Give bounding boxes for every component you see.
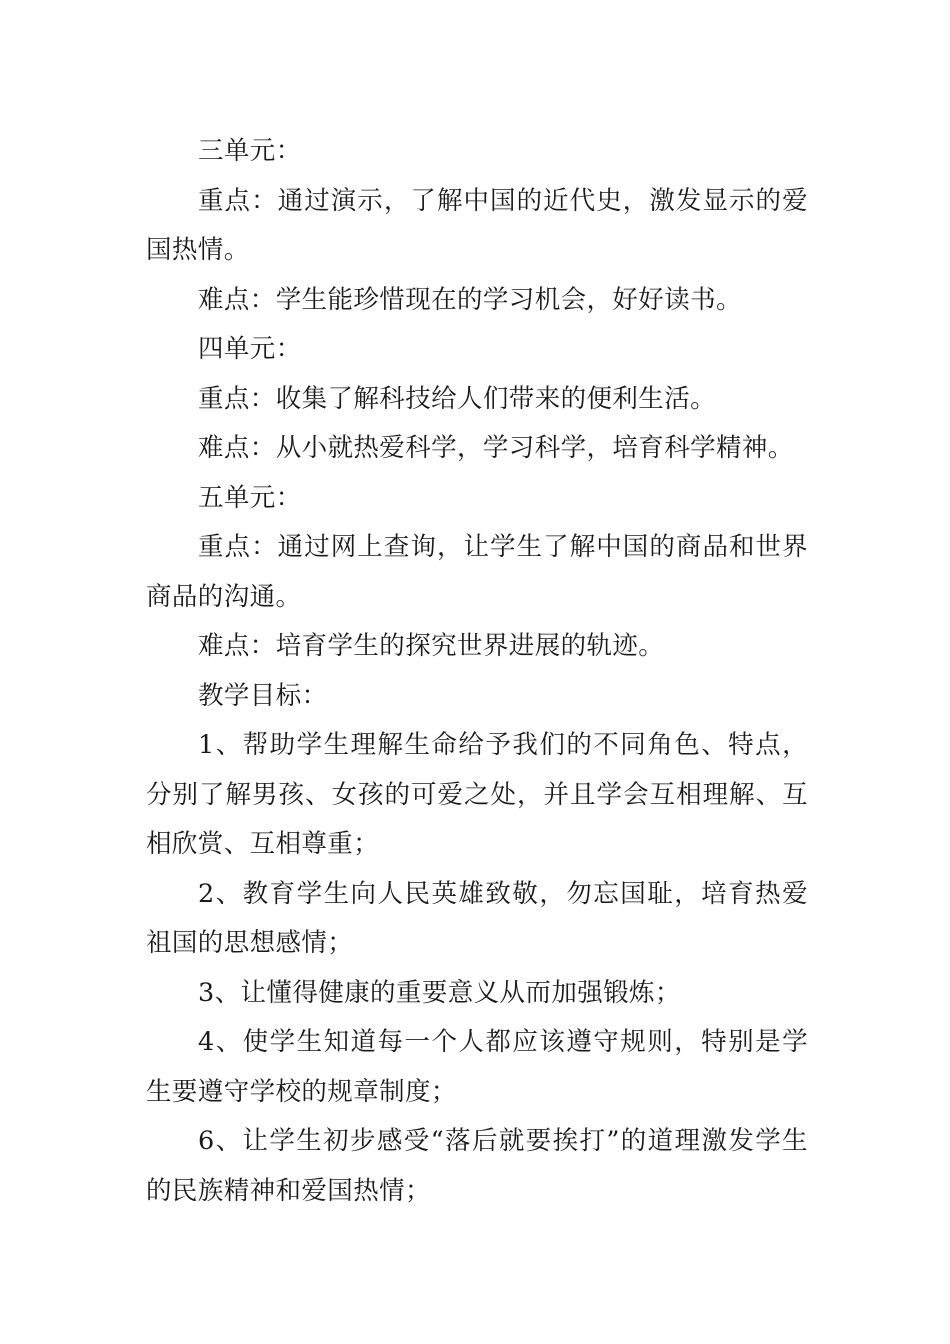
goal-item-4: 4、使学生知道每一个人都应该遵守规则，特别是学生要遵守学校的规章制度； <box>146 1027 808 1107</box>
unit-3-heading: 三单元： <box>198 136 302 166</box>
goal-item-2: 2、教育学生向人民英雄致敬，勿忘国耻，培育热爱祖国的思想感情； <box>146 878 808 958</box>
unit-5-key-point: 重点：通过网上查询，让学生了解中国的商品和世界商品的沟通。 <box>146 532 808 612</box>
unit-5-difficulty: 难点：培育学生的探究世界进展的轨迹。 <box>198 631 665 661</box>
unit-3-key-point: 重点：通过演示，了解中国的近代史，激发显示的爱国热情。 <box>146 185 808 265</box>
unit-3-difficulty: 难点：学生能珍惜现在的学习机会，好好读书。 <box>198 284 742 315</box>
unit-4-heading: 四单元： <box>198 334 302 364</box>
teaching-goals-heading: 教学目标： <box>198 680 328 711</box>
unit-4-key-point: 重点：收集了解科技给人们带来的便利生活。 <box>198 383 717 414</box>
unit-4-difficulty: 难点：从小就热爱科学，学习科学，培育科学精神。 <box>198 433 794 463</box>
goal-item-6: 6、让学生初步感受“落后就要挨打”的道理激发学生的民族精神和爱国热情； <box>146 1126 808 1206</box>
unit-5-heading: 五单元： <box>198 482 302 513</box>
goal-item-1: 1、帮助学生理解生命给予我们的不同角色、特点，分别了解男孩、女孩的可爱之处，并且学会互相理解、互相欣赏、互相尊重； <box>146 730 808 859</box>
goal-item-3: 3、让懂得健康的重要意义从而加强锻炼； <box>198 977 681 1008</box>
document-body <box>146 127 808 1216</box>
